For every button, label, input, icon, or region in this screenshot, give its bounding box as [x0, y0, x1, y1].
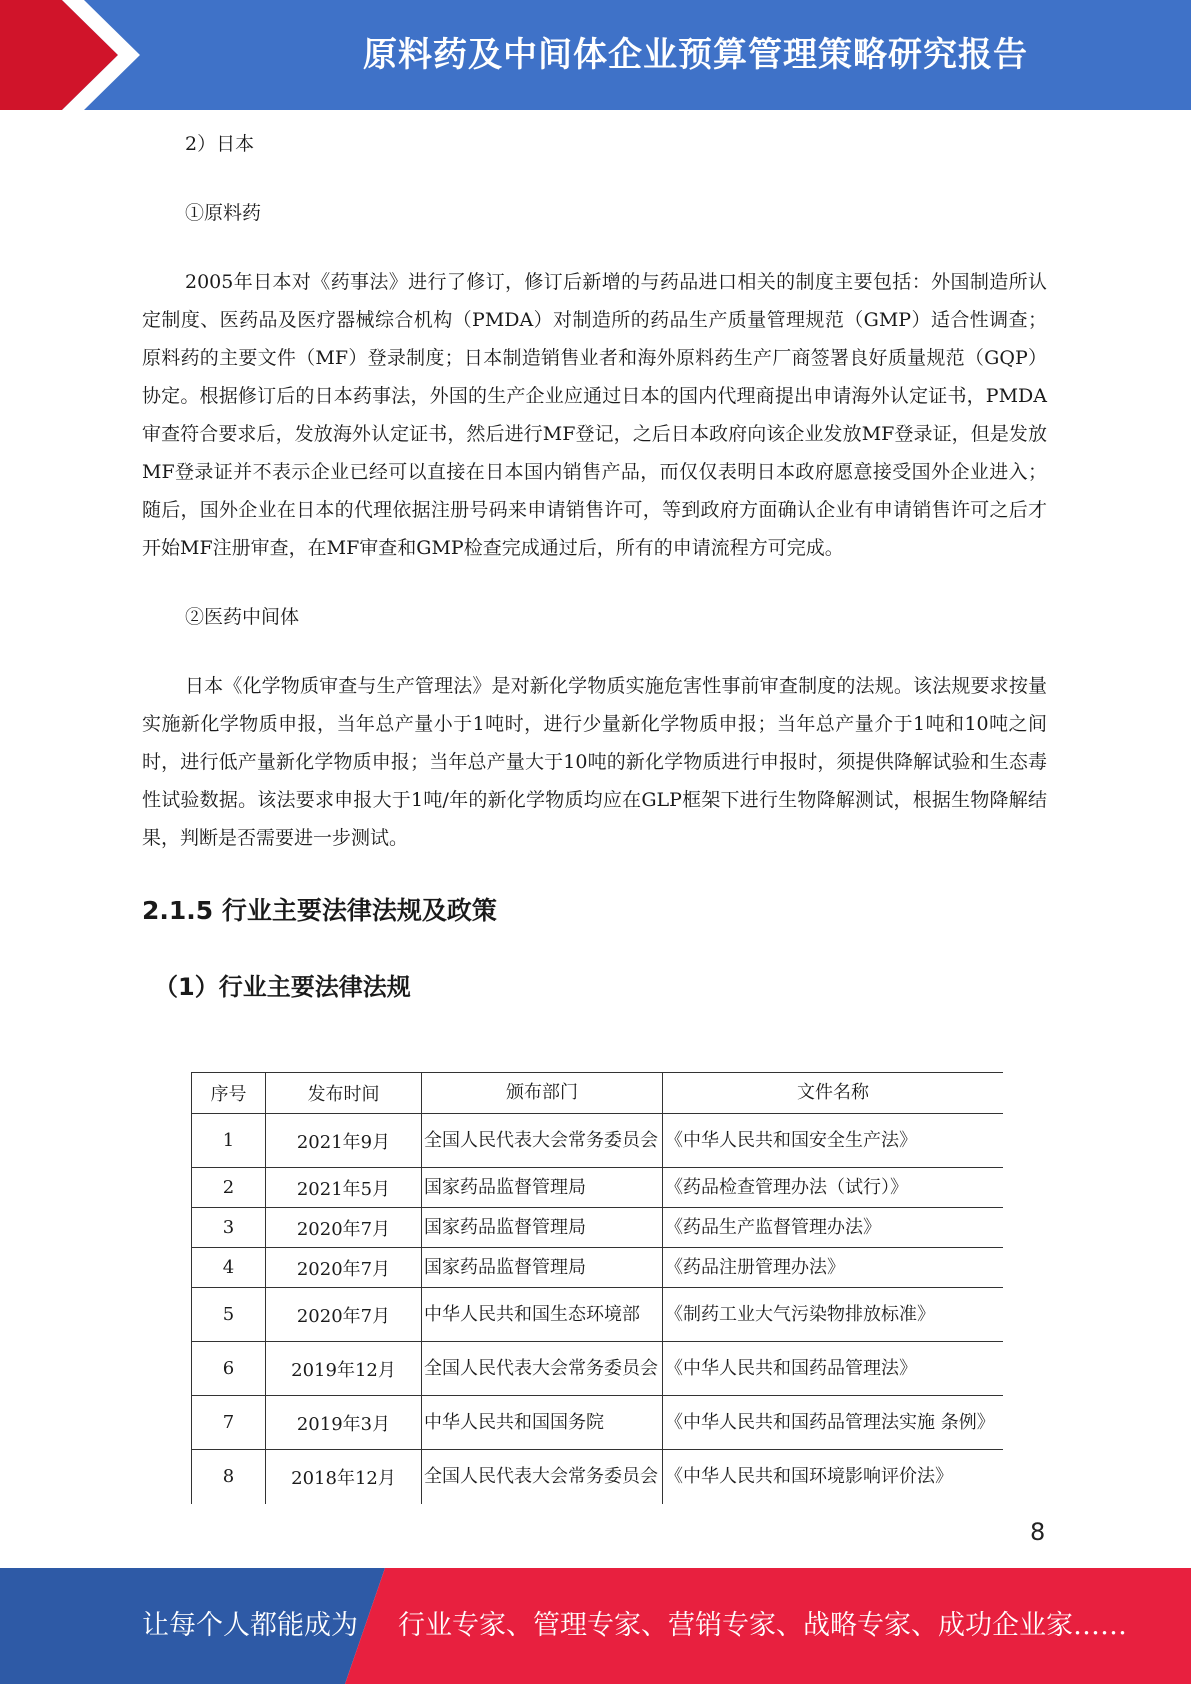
table-row: [192, 1342, 1004, 1396]
table-row: [192, 1396, 1004, 1450]
cell-name: 《制药工业大气污染物排放标准》: [663, 1288, 1004, 1342]
cell-date: 2020年7月: [266, 1248, 422, 1288]
table-header-row: [192, 1073, 1004, 1114]
cell-date: 2018年12月: [266, 1450, 422, 1504]
cell-date: 2019年3月: [266, 1396, 422, 1450]
cell-date: 2020年7月: [266, 1208, 422, 1248]
footer-slogan-right: 行业专家、管理专家、营销专家、战略专家、成功企业家……: [398, 1610, 1127, 1641]
table-row: [192, 1288, 1004, 1342]
cell-date: 2021年9月: [266, 1114, 422, 1168]
main-content: [142, 125, 1047, 1002]
page-footer: [0, 1568, 1191, 1684]
page-header: [0, 0, 1191, 110]
cell-no: 3: [192, 1208, 266, 1248]
report-title: 原料药及中间体企业预算管理策略研究报告: [363, 35, 1028, 75]
table-row: [192, 1114, 1004, 1168]
cell-name: 《药品检查管理办法（试行）》: [663, 1168, 1004, 1208]
cell-name: 《中华人民共和国药品管理法》: [663, 1342, 1004, 1396]
cell-no: 2: [192, 1168, 266, 1208]
table-row: [192, 1248, 1004, 1288]
cell-no: 5: [192, 1288, 266, 1342]
table-row: [192, 1450, 1004, 1504]
table-row: [192, 1168, 1004, 1208]
heading-japan: 2）日本: [185, 133, 255, 155]
subheading-api: ①原料药: [185, 202, 262, 224]
cell-name: 《中华人民共和国安全生产法》: [663, 1114, 1004, 1168]
paragraph-intermediate: 日本《化学物质审查与生产管理法》是对新化学物质实施危害性事前审查制度的法规。该法规要求按量实施新化学物质申报，当年总产量小于1吨时，进行少量新化学物质申报；当年总产量介于1吨和10吨之间时，进行低产量新化学物质申报；当年总产量大于10吨的新化学物质进行申报时，须提供降解试验和生态毒性试验数据。该法要求申报大于1吨/年的新化学物质均应在GLP框架下进行生物降解测试，根据生物降解结果，判断是否需要进一步测试。: [142, 675, 1047, 849]
cell-no: 1: [192, 1114, 266, 1168]
cell-date: 2021年5月: [266, 1168, 422, 1208]
cell-dept: 国家药品监督管理局: [422, 1168, 663, 1208]
page-number: 8: [1030, 1518, 1046, 1546]
cell-no: 6: [192, 1342, 266, 1396]
col-header-date: 发布时间: [266, 1073, 422, 1114]
cell-name: 《药品注册管理办法》: [663, 1248, 1004, 1288]
laws-table: [191, 1072, 1003, 1504]
cell-date: 2020年7月: [266, 1288, 422, 1342]
table-row: [192, 1208, 1004, 1248]
cell-dept: 中华人民共和国国务院: [422, 1396, 663, 1450]
cell-date: 2019年12月: [266, 1342, 422, 1396]
cell-dept: 国家药品监督管理局: [422, 1248, 663, 1288]
cell-name: 《中华人民共和国药品管理法实施 条例》: [663, 1396, 1004, 1450]
col-header-no: 序号: [192, 1073, 266, 1114]
cell-dept: 国家药品监督管理局: [422, 1208, 663, 1248]
section-title: 2.1.5 行业主要法律法规及政策: [142, 896, 497, 925]
cell-dept: 全国人民代表大会常务委员会: [422, 1342, 663, 1396]
cell-dept: 全国人民代表大会常务委员会: [422, 1114, 663, 1168]
subsection-title: （1）行业主要法律法规: [154, 973, 411, 1001]
cell-name: 《中华人民共和国环境影响评价法》: [663, 1450, 1004, 1504]
cell-name: 《药品生产监督管理办法》: [663, 1208, 1004, 1248]
subheading-intermediate: ②医药中间体: [185, 606, 300, 628]
footer-slogan-left: 让每个人都能成为: [142, 1610, 358, 1641]
paragraph-api: 2005年日本对《药事法》进行了修订，修订后新增的与药品进口相关的制度主要包括：外国制造所认定制度、医药品及医疗器械综合机构（PMDA）对制造所的药品生产质量管理规范（GMP）适合性调查；原料药的主要文件（MF）登录制度；日本制造销售业者和海外原料药生产厂商签署良好质量规范（GQP）协定。根据修订后的日本药事法，外国的生产企业应通过日本的国内代理商提出申请海外认定证书，PMDA审查符合要求后，发放海外认定证书，然后进行MF登记，之后日本政府向该企业发放MF登录证，但是发放MF登录证并不表示企业已经可以直接在日本国内销售产品，而仅仅表明日本政府愿意接受国外企业进入；随后，国外企业在日本的代理依据注册号码来申请销售许可，等到政府方面确认企业有申请销售许可之后才开始MF注册审查，在MF审查和GMP检查完成通过后，所有的申请流程方可完成。: [142, 271, 1047, 559]
col-header-dept: 颁布部门: [422, 1073, 663, 1114]
cell-no: 8: [192, 1450, 266, 1504]
col-header-name: 文件名称: [663, 1073, 1004, 1114]
cell-no: 7: [192, 1396, 266, 1450]
cell-dept: 中华人民共和国生态环境部: [422, 1288, 663, 1342]
cell-dept: 全国人民代表大会常务委员会: [422, 1450, 663, 1504]
cell-no: 4: [192, 1248, 266, 1288]
